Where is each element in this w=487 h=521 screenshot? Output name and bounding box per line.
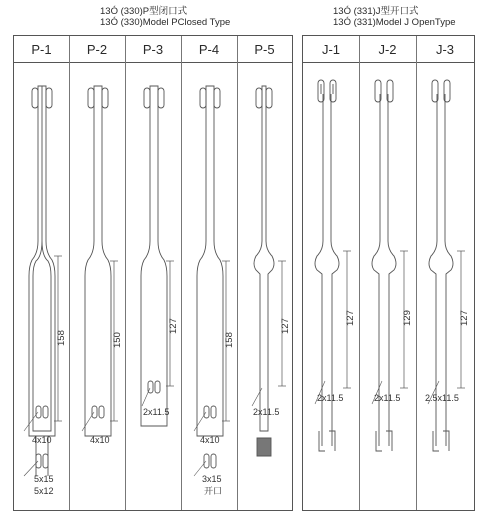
- j-series-panel: [302, 35, 475, 511]
- column-label-p3: P-3: [142, 42, 164, 57]
- dimension-p1: 158: [56, 330, 67, 346]
- right-group-title: [333, 6, 456, 28]
- column-label-j1: J-1: [321, 42, 341, 57]
- dimension-j2: 129: [402, 310, 413, 326]
- dimension-j3: 127: [459, 310, 470, 326]
- right-title-line1: 13Ó (331)J型开口式: [333, 6, 419, 17]
- left-title-line1: 13Ó (330)P型闭口式: [100, 6, 188, 17]
- p-series-drawing: [14, 36, 294, 512]
- annotation-p5-a: 2x11.5: [253, 407, 280, 417]
- annotation-p4-a: 4x10: [200, 435, 220, 445]
- dimension-p2: 150: [112, 332, 123, 348]
- heald-p2: [82, 86, 118, 436]
- annotation-j1-a: 2x11.5: [317, 393, 344, 403]
- heald-p3: [141, 86, 174, 426]
- column-label-p2: P-2: [86, 42, 108, 57]
- annotation-p3-a: 2x11.5: [143, 407, 170, 417]
- left-group-title: [100, 6, 230, 28]
- annotation-p1-c: 5x12: [34, 486, 54, 496]
- annotation-j2-a: 2x11.5: [374, 393, 401, 403]
- heald-p5: [252, 86, 286, 456]
- j-series-drawing: [303, 36, 476, 512]
- annotation-p1-b: 5x15: [34, 474, 54, 484]
- dimension-p5: 127: [280, 318, 291, 334]
- dimension-p3: 127: [168, 318, 179, 334]
- column-label-j3: J-3: [435, 42, 455, 57]
- left-title-line2: 13Ó (330)Model PClosed Type: [100, 17, 231, 28]
- column-label-j2: J-2: [378, 42, 397, 57]
- heald-p4: [194, 86, 230, 476]
- annotation-j3-a: 2.5x11.5: [425, 393, 459, 403]
- annotation-p1-a: 4x10: [32, 435, 52, 445]
- annotation-p2-a: 4x10: [90, 435, 110, 445]
- dimension-p4: 158: [224, 332, 235, 348]
- annotation-p4-c: 开口: [204, 486, 223, 496]
- column-label-p1: P-1: [31, 42, 52, 57]
- dimension-j1: 127: [345, 310, 356, 326]
- right-title-line2: 13Ó (331)Model J OpenType: [333, 17, 456, 28]
- p-series-panel: [13, 35, 293, 511]
- column-label-p5: P-5: [254, 42, 275, 57]
- heald-p1: [24, 86, 62, 476]
- column-label-p4: P-4: [198, 42, 220, 57]
- annotation-p4-b: 3x15: [202, 474, 222, 484]
